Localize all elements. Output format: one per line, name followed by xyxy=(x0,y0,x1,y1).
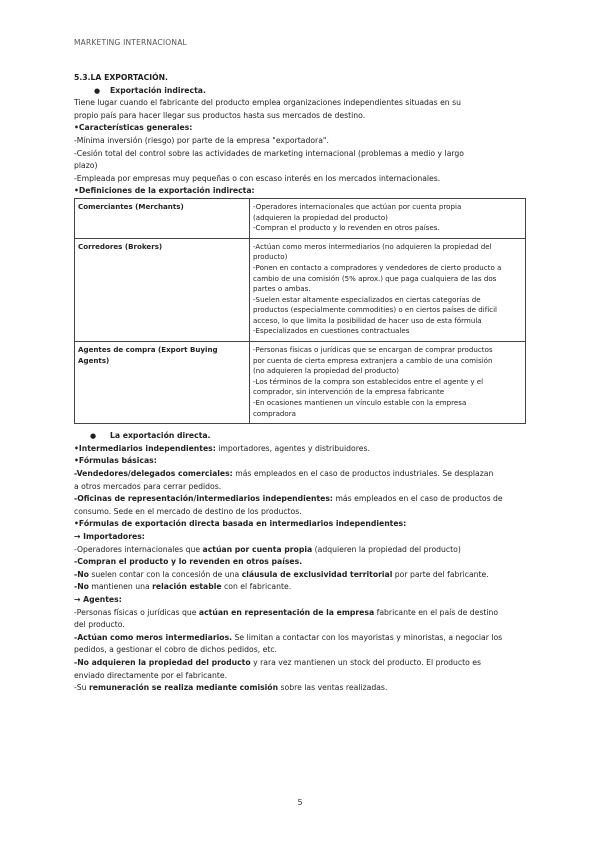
agentes-1: -Personas físicas o jurídicas que actúan en representación de la empresa fabricante en el país de destino xyxy=(74,607,499,617)
definiciones-title: •Definiciones de la exportación indirecta: xyxy=(74,186,255,196)
table-term: Corredores (Brokers) xyxy=(75,238,250,341)
running-header: MARKETING INTERNACIONAL xyxy=(74,38,187,47)
importadores-2: -Compran el producto y lo revenden en otros países. xyxy=(74,557,303,567)
vendedores-line: -Vendedores/delegados comerciales: más empleados en el caso de productos industriales. Se desplazan xyxy=(74,469,494,478)
direct-heading: ● La exportación directa. xyxy=(74,430,526,443)
caracteristica-2b: plazo) xyxy=(74,161,98,171)
oficinas-line: -Oficinas de representación/intermediarios independientes: más empleados en el caso de productos de xyxy=(74,494,503,504)
table-description: -Actúan como meros intermediarios (no adquieren la propiedad del producto) -Ponen en contacto a compradores y vendedores de cierto producto a cambio de una comisión (5% aprox.) que paga cualquiera de las dos partes o ambas. -Suelen estar altamente especializados en ciertas categorías de productos (especialmente commodities) o en ciertos países de difícil acceso, lo que limita la posibilidad de hacer uso de esta fórmula -Especializados en cuestiones contractuales xyxy=(250,238,526,341)
agentes-3: -No adquieren la propiedad del producto y rara vez mantienen un stock del producto. El producto es xyxy=(74,657,482,667)
agentes-3b: enviado directamente por el fabricante. xyxy=(74,670,228,680)
table-term: Comerciantes (Merchants) xyxy=(75,198,250,238)
importadores-3: -No suelen contar con la concesión de una cláusula de exclusividad territorial por parte del fabricante. xyxy=(74,569,489,579)
table-row xyxy=(75,198,526,238)
page-content xyxy=(74,72,526,695)
table-row xyxy=(75,238,526,341)
definitions-table xyxy=(74,198,526,424)
agentes-2b: pedidos, a gestionar el cobro de dichos pedidos, etc. xyxy=(74,645,278,655)
vendedores-line-2: a otros mercados para cerrar pedidos. xyxy=(74,481,222,491)
table-row xyxy=(75,342,526,424)
agentes-1b: del producto. xyxy=(74,620,125,630)
intro-line-1: Tiene lugar cuando el fabricante del producto emplea organizaciones independientes situadas en su xyxy=(74,98,462,108)
section-title: 5.3.LA EXPORTACIÓN. xyxy=(74,73,168,82)
intermediarios-line: •Intermediarios independientes: importadores, agentes y distribuidores. xyxy=(74,443,370,453)
importadores-1: -Operadores internacionales que actúan por cuenta propia (adquieren la propiedad del producto) xyxy=(74,544,461,554)
bullet-icon: ● xyxy=(94,86,101,95)
agentes-2: -Actúan como meros intermediarios. Se limitan a contactar con los mayoristas y minoristas, a negociar los xyxy=(74,632,503,642)
formulas-intermediarios: •Fórmulas de exportación directa basada en intermediarios independientes: xyxy=(74,519,407,529)
indirect-heading: ● Exportación indirecta. xyxy=(74,85,526,98)
formulas-basicas: •Fórmulas básicas: xyxy=(74,456,157,466)
page-number: 5 xyxy=(297,798,303,807)
oficinas-line-2: consumo. Sede en el mercado de destino de los productos. xyxy=(74,506,302,516)
agentes-4: -Su remuneración se realiza mediante comisión sobre las ventas realizadas. xyxy=(74,683,388,693)
agentes-heading: → Agentes: xyxy=(74,594,122,604)
caracteristica-1: -Mínima inversión (riesgo) por parte de la empresa "exportadora". xyxy=(74,135,329,145)
table-term: Agentes de compra (Export Buying Agents) xyxy=(75,342,250,424)
importadores-4: -No mantienen una relación estable con el fabricante. xyxy=(74,582,292,592)
table-description: -Operadores internacionales que actúan por cuenta propia (adquieren la propiedad del producto) -Compran el producto y lo revenden en otros países. xyxy=(250,198,526,238)
caracteristicas-title: •Características generales: xyxy=(74,123,193,133)
caracteristica-2a: -Cesión total del control sobre las actividades de marketing internacional (problemas a medio y largo xyxy=(74,148,465,158)
table-description: -Personas físicas o jurídicas que se encargan de comprar productos por cuenta de cierta empresa extranjera a cambio de una comisión (no adquieren la propiedad del producto) -Los términos de la compra son establecidos entre el agente y el comprador, sin intervención de la empresa fabricante -En ocasiones mantienen un vínculo estable con la empresa compradora xyxy=(250,342,526,424)
bullet-icon: ● xyxy=(90,432,97,441)
intro-line-2: propio país para hacer llegar sus productos hasta sus mercados de destino. xyxy=(74,110,366,120)
caracteristica-3: -Empleada por empresas muy pequeñas o con escaso interés en los mercados internacionales. xyxy=(74,173,441,183)
importadores-heading: → Importadores: xyxy=(74,531,145,541)
